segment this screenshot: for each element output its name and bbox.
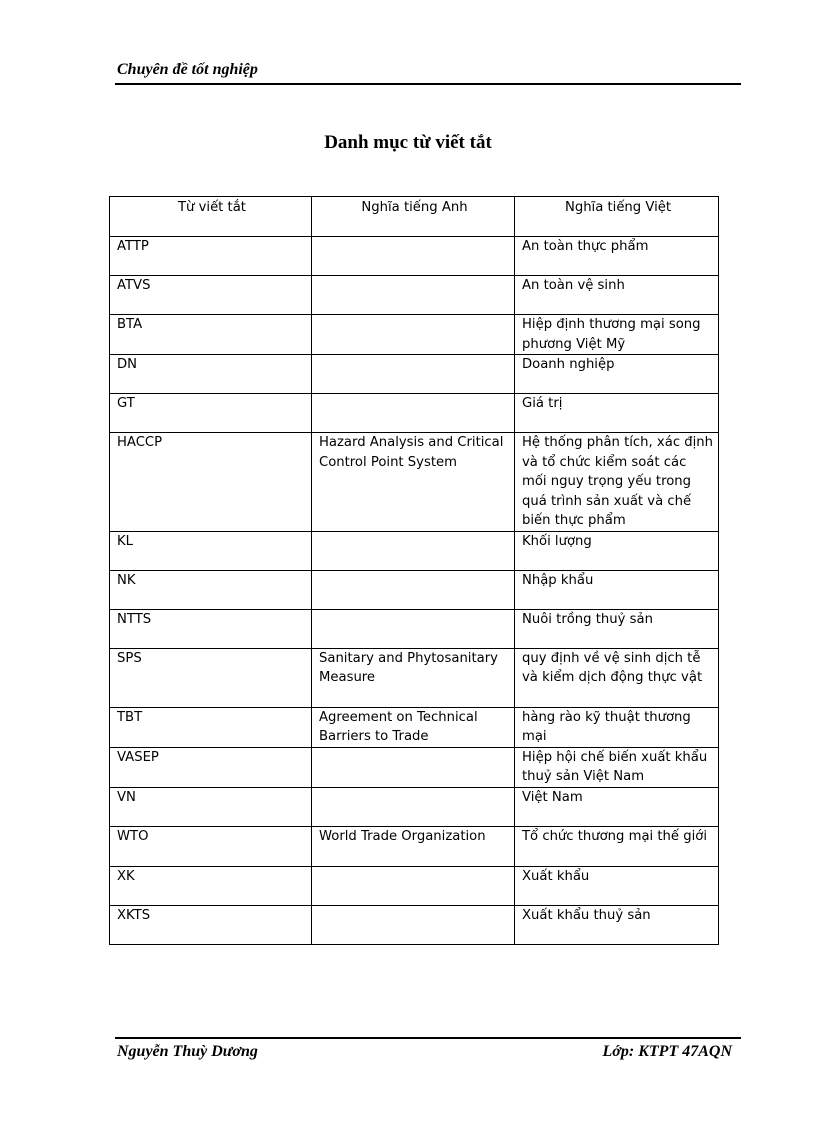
cell-abbr: NK bbox=[110, 570, 312, 609]
cell-abbr: XK bbox=[110, 866, 312, 905]
cell-vietnamese: Doanh nghiệp bbox=[515, 355, 719, 394]
cell-abbr: HACCP bbox=[110, 433, 312, 532]
cell-vietnamese: Nuôi trồng thuỷ sản bbox=[515, 609, 719, 648]
cell-english bbox=[312, 355, 515, 394]
table-row bbox=[110, 570, 719, 609]
cell-english bbox=[312, 609, 515, 648]
cell-abbr: SPS bbox=[110, 648, 312, 707]
table-row bbox=[110, 433, 719, 532]
cell-english bbox=[312, 905, 515, 944]
table-row bbox=[110, 787, 719, 826]
table-row bbox=[110, 531, 719, 570]
table-row bbox=[110, 826, 719, 866]
cell-abbr: ATVS bbox=[110, 276, 312, 315]
cell-vietnamese: Tổ chức thương mại thế giới bbox=[515, 826, 719, 866]
cell-english: Agreement on Technical Barriers to Trade bbox=[312, 707, 515, 747]
cell-vietnamese: Hiệp hội chế biến xuất khẩu thuỷ sản Việt Nam bbox=[515, 747, 719, 787]
cell-vietnamese: Hiệp định thương mại song phương Việt Mỹ bbox=[515, 315, 719, 355]
cell-abbr: ATTP bbox=[110, 237, 312, 276]
cell-vietnamese: Khối lượng bbox=[515, 531, 719, 570]
cell-english: World Trade Organization bbox=[312, 826, 515, 866]
cell-abbr: NTTS bbox=[110, 609, 312, 648]
table-row bbox=[110, 747, 719, 787]
table-row bbox=[110, 609, 719, 648]
cell-vietnamese: An toàn vệ sinh bbox=[515, 276, 719, 315]
footer-rule bbox=[115, 1037, 741, 1039]
cell-english bbox=[312, 570, 515, 609]
cell-english bbox=[312, 866, 515, 905]
header-title: Chuyên đề tốt nghiệp bbox=[117, 61, 258, 78]
table-row bbox=[110, 355, 719, 394]
cell-english bbox=[312, 787, 515, 826]
footer-class: Lớp: KTPT 47AQN bbox=[602, 1043, 732, 1060]
table-row bbox=[110, 394, 719, 433]
cell-abbr: VN bbox=[110, 787, 312, 826]
table-row bbox=[110, 237, 719, 276]
cell-english bbox=[312, 531, 515, 570]
cell-vietnamese: An toàn thực phẩm bbox=[515, 237, 719, 276]
table-row bbox=[110, 866, 719, 905]
cell-vietnamese: Xuất khẩu bbox=[515, 866, 719, 905]
table-row bbox=[110, 707, 719, 747]
table-row bbox=[110, 648, 719, 707]
cell-abbr: DN bbox=[110, 355, 312, 394]
table-row bbox=[110, 315, 719, 355]
cell-abbr: XKTS bbox=[110, 905, 312, 944]
footer-author: Nguyễn Thuỳ Dương bbox=[117, 1043, 258, 1060]
cell-abbr: BTA bbox=[110, 315, 312, 355]
cell-vietnamese: hàng rào kỹ thuật thương mại bbox=[515, 707, 719, 747]
cell-english bbox=[312, 315, 515, 355]
table-row bbox=[110, 905, 719, 944]
cell-abbr: WTO bbox=[110, 826, 312, 866]
cell-vietnamese: quy định về vệ sinh dịch tễ và kiểm dịch động thực vật bbox=[515, 648, 719, 707]
cell-vietnamese: Việt Nam bbox=[515, 787, 719, 826]
cell-english bbox=[312, 394, 515, 433]
cell-vietnamese: Nhập khẩu bbox=[515, 570, 719, 609]
cell-abbr: GT bbox=[110, 394, 312, 433]
header-rule bbox=[115, 83, 741, 85]
cell-english: Hazard Analysis and Critical Control Point System bbox=[312, 433, 515, 532]
abbreviation-table bbox=[109, 196, 719, 945]
cell-english: Sanitary and Phytosanitary Measure bbox=[312, 648, 515, 707]
column-header-vietnamese: Nghĩa tiếng Việt bbox=[515, 197, 719, 237]
cell-abbr: TBT bbox=[110, 707, 312, 747]
column-header-abbr: Từ viết tắt bbox=[110, 197, 312, 237]
column-header-english: Nghĩa tiếng Anh bbox=[312, 197, 515, 237]
cell-vietnamese: Hệ thống phân tích, xác định và tổ chức kiểm soát các mối nguy trọng yếu trong quá trình sản xuất và chế biến thực phẩm bbox=[515, 433, 719, 532]
cell-english bbox=[312, 276, 515, 315]
cell-vietnamese: Xuất khẩu thuỷ sản bbox=[515, 905, 719, 944]
table-row bbox=[110, 276, 719, 315]
cell-english bbox=[312, 237, 515, 276]
cell-abbr: KL bbox=[110, 531, 312, 570]
cell-vietnamese: Giá trị bbox=[515, 394, 719, 433]
table-header-row bbox=[110, 197, 719, 237]
cell-abbr: VASEP bbox=[110, 747, 312, 787]
page-title: Danh mục từ viết tắt bbox=[324, 132, 492, 153]
cell-english bbox=[312, 747, 515, 787]
